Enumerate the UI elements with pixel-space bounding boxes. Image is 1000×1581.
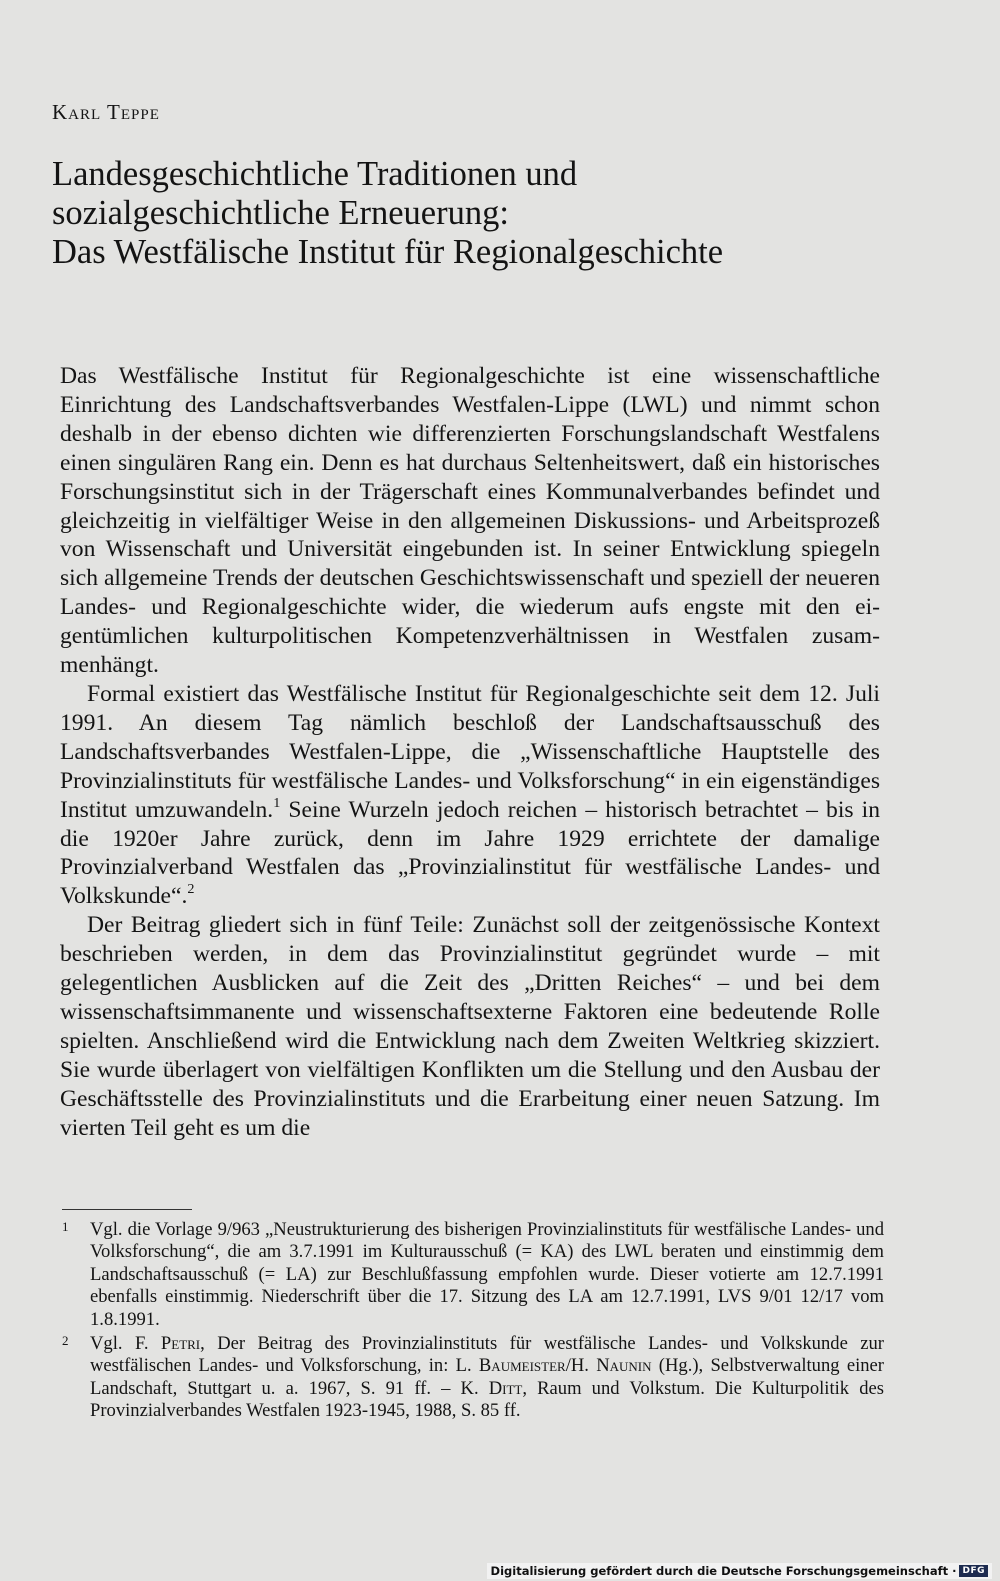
author-ditt: Ditt (488, 1377, 523, 1399)
author-baumeister: Baumeister (478, 1355, 566, 1377)
footnote-text-part: (Hg.), Selbstverwaltung einer Landschaft, Stuttgart u. a. 1967, S. 91 ff. – K. (90, 1355, 884, 1399)
footnote-text-part: /H. (565, 1355, 597, 1377)
title-line-2: sozialgeschichtliche Erneuerung: (52, 194, 509, 232)
footnote-text-part: , Der Beitrag des Provinzialinstituts für westfälische Landes- und Volkskunde zur westfälischen Landes- und Volksforschung, in: L. (90, 1333, 884, 1377)
author-naunin: Naunin (596, 1355, 652, 1377)
footnote-text: Vgl. die Vorlage 9/963 „Neustrukturierung des bisherigen Provinzialinstituts für westfälische Landes- und Volksforschung“, die am 3.7.1991 im Kulturausschuß (= KA) des LWL beraten und einstimmig dem Landschaftsausschuß (= LA) zur Beschlußfassung empfohlen wurde. Dieser votierte am 12.7.1991 ebenfalls einstimmig. Niederschrift über die 17. Sitzung des LA am 12.7.1991, LVS 9/01 12/17 vom 1.8.1991. (90, 1219, 884, 1330)
footnote-2 (62, 1333, 884, 1423)
digitization-text: Digitalisierung gefördert durch die Deutsche Forschungsgemeinschaft · (490, 1564, 957, 1578)
chapter-title (52, 155, 962, 272)
paragraph-2 (60, 680, 880, 911)
footnote-1 (62, 1219, 884, 1331)
author-petri: Petri (160, 1333, 201, 1355)
paragraph-2-part-a: Formal existiert das Westfälische Institut für Regionalgeschichte seit dem 12. Juli 1991. An diesem Tag nämlich beschloß der Landschaftsausschuß des Landschaftsverbandes Westfalen-Lippe, die „Wissenschaftliche Hauptstelle des Provinzialinstituts für westfälische Landes- und Volksforschung“ in ein eigenständiges Institut umzuwandeln. (60, 680, 880, 823)
footnotes (62, 1219, 884, 1425)
footnote-text-part: , Raum und Volkstum. Die Kulturpolitik des Provinzialverbandes Westfalen 1923-1945, 1988, S. 85 ff. (90, 1377, 884, 1422)
paragraph-3: Der Beitrag gliedert sich in fünf Teile: Zunächst soll der zeitgenössische Kontext beschrieben werden, in dem das Provinzialinstitut gegründet wurde – mit gelegentlichen Ausblicken auf die Zeit des „Dritten Reiches“ – und bei dem wissenschaftsimmanente und wissenschaftsexterne Faktoren eine bedeutende Rolle spielten. Anschließend wird die Entwicklung nach dem Zweiten Weltkrieg skizziert. Sie wurde überlagert von vielfältigen Konflikten um die Stellung und den Ausbau der Geschäftsstelle des Provinzialinstituts und die Erarbeitung einer neuen Satzung. Im vierten Teil geht es um die (60, 912, 880, 1141)
paragraph-2-part-b: Seine Wurzeln jedoch reichen – historisch betrachtet – bis in die 1920er Jahre zurück, denn im Jahre 1929 errichtete der damalige Provinzialverband Westfalen das „Provinzialinstitut für westfälische Landes- und Volkskunde“. (60, 796, 881, 910)
title-line-3: Das Westfälische Institut für Regionalgeschichte (52, 233, 724, 271)
footnote-text-part: Vgl. F. (90, 1333, 161, 1355)
dfg-logo-icon: DFG (959, 1565, 988, 1577)
paragraph-1: Das Westfälische Institut für Regionalgeschichte ist eine wissenschaftliche Einrichtung des Landschaftsverbandes Westfalen-Lippe (LWL) und nimmt schon deshalb in der ebenso dichten wie differenzierten Forschungslandschaft Westfalens einen singulären Rang ein. Denn es hat durchaus Seltenheitswert, daß ein historisches Forschungsinstitut sich in der Trägerschaft eines Kommunalverbandes befindet und gleichzeitig in vielfältiger Weise in den allgemeinen Diskussions- und Arbeitsprozeß von Wissenschaft und Universität eingebunden ist. In seiner Entwicklung spiegeln sich allgemeine Trends der deutschen Geschichtswissenschaft und speziell der neueren Landes- und Regionalgeschichte wider, die wiederum aufs engste mit den eigentümlichen kulturpolitischen Kompetenzverhältnissen in Westfalen zusammenhängt. (60, 363, 880, 679)
footnote-divider (62, 1209, 192, 1210)
author-name: Karl Teppe (52, 100, 160, 124)
digitization-notice (487, 1563, 992, 1579)
footnote-ref-2: 2 (187, 881, 195, 898)
footnote-ref-1: 1 (273, 794, 281, 811)
title-line-1: Landesgeschichtliche Traditionen und (52, 155, 578, 193)
footnote-number: 1 (62, 1219, 69, 1234)
body-text (60, 362, 880, 1142)
footnote-number: 2 (62, 1333, 69, 1349)
